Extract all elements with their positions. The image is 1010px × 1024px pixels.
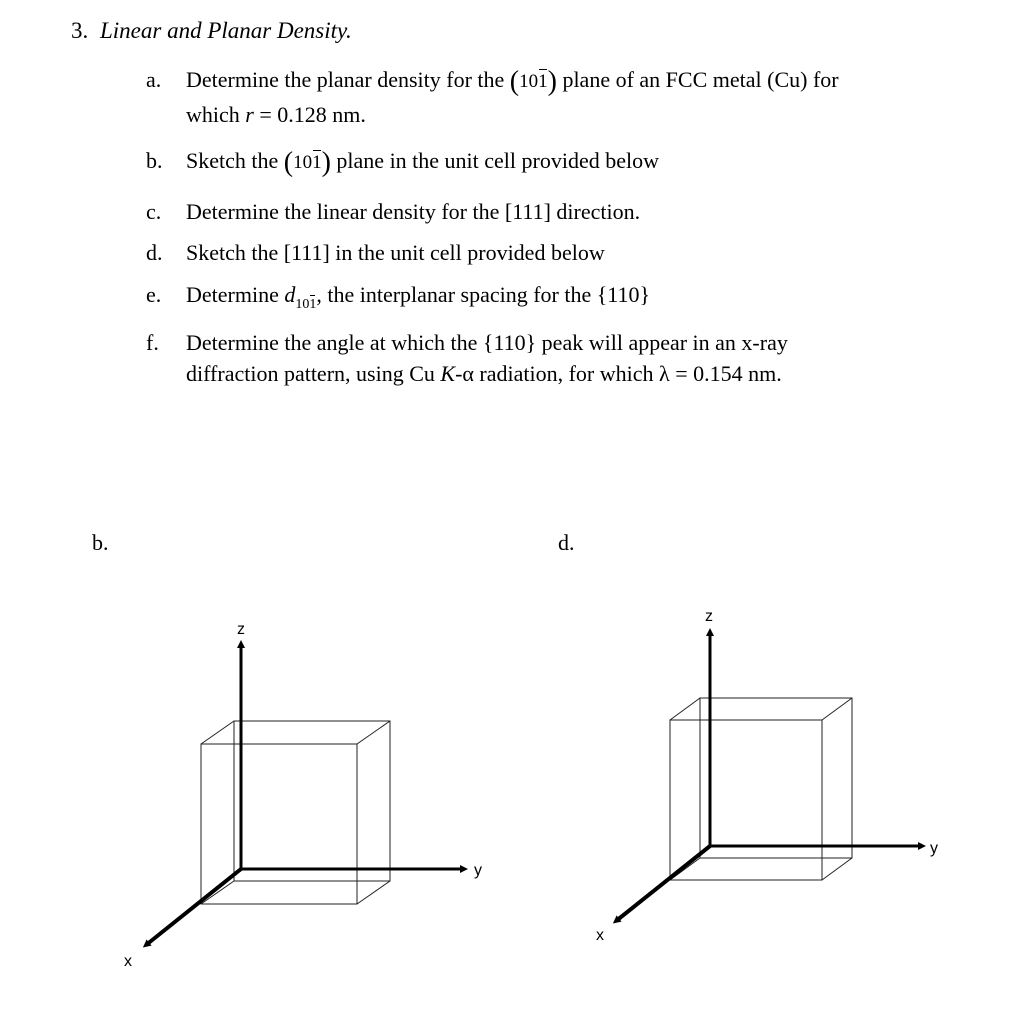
item-f-line2: diffraction pattern, using Cu K-α radiation, for which λ = 0.154 nm. [186, 361, 782, 386]
z-label-d: z [705, 608, 713, 625]
item-c-text: Determine the linear density for the [111] direction. [186, 199, 641, 224]
item-e-label: e. [146, 282, 162, 307]
item-e-text-after: , the interplanar spacing for the {110} [316, 282, 651, 307]
unit-cell-b [124, 621, 482, 970]
item-b-miller-indices: (101) [283, 147, 331, 178]
item-a-miller-indices: (101) [509, 66, 557, 97]
x-label-d: x [596, 927, 604, 944]
y-label-d: y [930, 840, 938, 857]
item-a-label: a. [146, 67, 162, 92]
item-a-line2: which r = 0.128 nm. [186, 102, 366, 127]
x-axis-b [146, 869, 241, 945]
item-e-var: d [284, 282, 296, 307]
figure-d-label: d. [558, 530, 575, 555]
item-f-line1: Determine the angle at which the {110} peak will appear in an x-ray [186, 330, 788, 355]
item-d-text: Sketch the [111] in the unit cell provided below [186, 240, 605, 265]
question-title-text: Linear and Planar Density. [100, 18, 352, 43]
item-c-label: c. [146, 199, 162, 224]
item-b-label: b. [146, 148, 163, 173]
item-b-text-after: plane in the unit cell provided below [336, 148, 659, 173]
item-d-label: d. [146, 240, 163, 265]
item-b-text-before: Sketch the [186, 148, 279, 173]
cube-d [670, 698, 852, 880]
item-a-text-before: Determine the planar density for the [186, 67, 505, 92]
figure-b-label: b. [92, 530, 109, 555]
item-e-text-before: Determine [186, 282, 279, 307]
y-label-b: y [474, 862, 482, 879]
question-number: 3. [71, 18, 89, 43]
x-axis-d [616, 846, 710, 921]
z-label-b: z [237, 621, 245, 638]
unit-cell-d [596, 608, 938, 944]
x-label-b: x [124, 953, 132, 970]
item-a-text-after: plane of an FCC metal (Cu) for [562, 67, 839, 92]
item-e-subscript: 101 [295, 297, 317, 312]
item-f-label: f. [146, 330, 159, 355]
